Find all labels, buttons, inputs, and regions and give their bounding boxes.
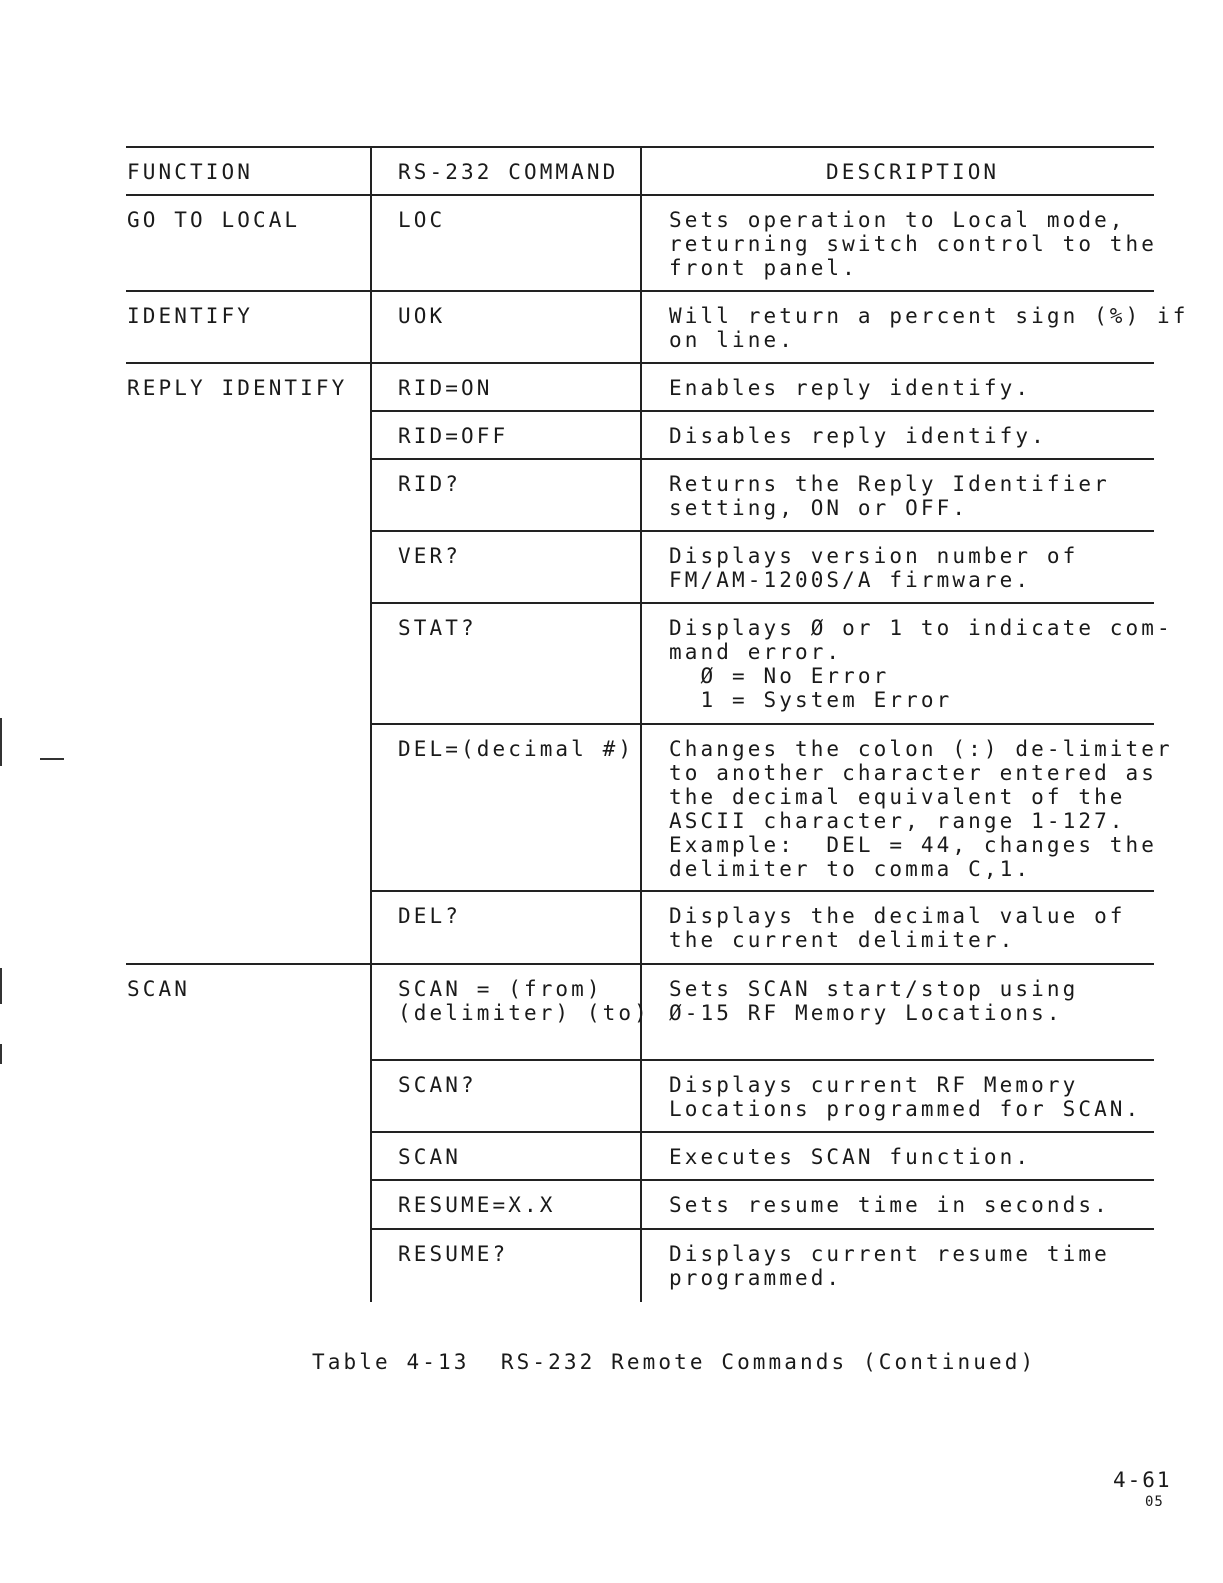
scan-artifact-mark — [0, 1044, 2, 1064]
page-number: 4-61 — [1113, 1468, 1172, 1492]
description-cell: Displays current resume time programmed. — [669, 1242, 1110, 1290]
revision-number: 05 — [1145, 1494, 1164, 1510]
row-rule — [370, 530, 1154, 532]
command-cell: SCAN — [398, 1145, 461, 1169]
command-cell: RID=ON — [398, 376, 493, 400]
command-cell: RESUME=X.X — [398, 1193, 556, 1217]
command-cell: RID? — [398, 472, 461, 496]
scan-artifact-mark — [0, 968, 2, 1004]
row-rule — [370, 1179, 1154, 1181]
header-function: FUNCTION — [127, 160, 253, 184]
table-caption: Table 4-13 RS-232 Remote Commands (Continued) — [312, 1350, 1037, 1374]
command-cell: STAT? — [398, 616, 477, 640]
description-cell: Returns the Reply Identifier setting, ON or OFF. — [669, 472, 1110, 520]
description-cell: Disables reply identify. — [669, 424, 1047, 448]
row-rule — [370, 458, 1154, 460]
row-rule — [370, 890, 1154, 892]
row-rule — [370, 410, 1154, 412]
command-cell: DEL? — [398, 904, 461, 928]
description-cell: Displays Ø or 1 to indicate com- mand error. Ø = No Error 1 = System Error — [669, 616, 1173, 712]
command-cell: RESUME? — [398, 1242, 509, 1266]
description-cell: Displays current RF Memory Locations programmed for SCAN. — [669, 1073, 1142, 1121]
header-command: RS-232 COMMAND — [398, 160, 619, 184]
description-cell: Sets SCAN start/stop using Ø-15 RF Memory Locations. — [669, 977, 1079, 1025]
command-cell: UOK — [398, 304, 446, 328]
row-rule — [370, 1131, 1154, 1133]
header-description: DESCRIPTION — [826, 160, 1000, 184]
function-cell: REPLY IDENTIFY — [127, 376, 348, 400]
command-cell: DEL=(decimal #) — [398, 737, 635, 761]
function-cell: GO TO LOCAL — [127, 208, 301, 232]
description-cell: Will return a percent sign (%) if on line. — [669, 304, 1189, 352]
description-cell: Sets resume time in seconds. — [669, 1193, 1110, 1217]
description-cell: Displays the decimal value of the current delimiter. — [669, 904, 1126, 952]
command-cell: SCAN? — [398, 1073, 477, 1097]
column-rule — [370, 146, 372, 1302]
description-cell: Displays version number of FM/AM-1200S/A firmware. — [669, 544, 1079, 592]
description-cell: Sets operation to Local mode, returning switch control to the front panel. — [669, 208, 1158, 280]
description-cell: Enables reply identify. — [669, 376, 1032, 400]
description-cell: Changes the colon (:) de-limiter to another character entered as the decimal equivalent of the ASCII character, range 1-127. Example: DEL = 44, changes the delimiter to comma C,1. — [669, 737, 1173, 881]
function-cell: IDENTIFY — [127, 304, 253, 328]
command-cell: VER? — [398, 544, 461, 568]
row-rule — [370, 723, 1154, 725]
description-cell: Executes SCAN function. — [669, 1145, 1032, 1169]
column-rule — [640, 146, 642, 1302]
command-cell: SCAN = (from) (delimiter) (to) — [398, 977, 650, 1025]
scan-artifact-mark — [0, 718, 2, 766]
row-rule — [370, 1059, 1154, 1061]
scan-artifact-mark — [40, 758, 64, 760]
command-cell: LOC — [398, 208, 446, 232]
row-rule — [370, 602, 1154, 604]
function-cell: SCAN — [127, 977, 190, 1001]
command-cell: RID=OFF — [398, 424, 509, 448]
row-rule — [370, 1228, 1154, 1230]
